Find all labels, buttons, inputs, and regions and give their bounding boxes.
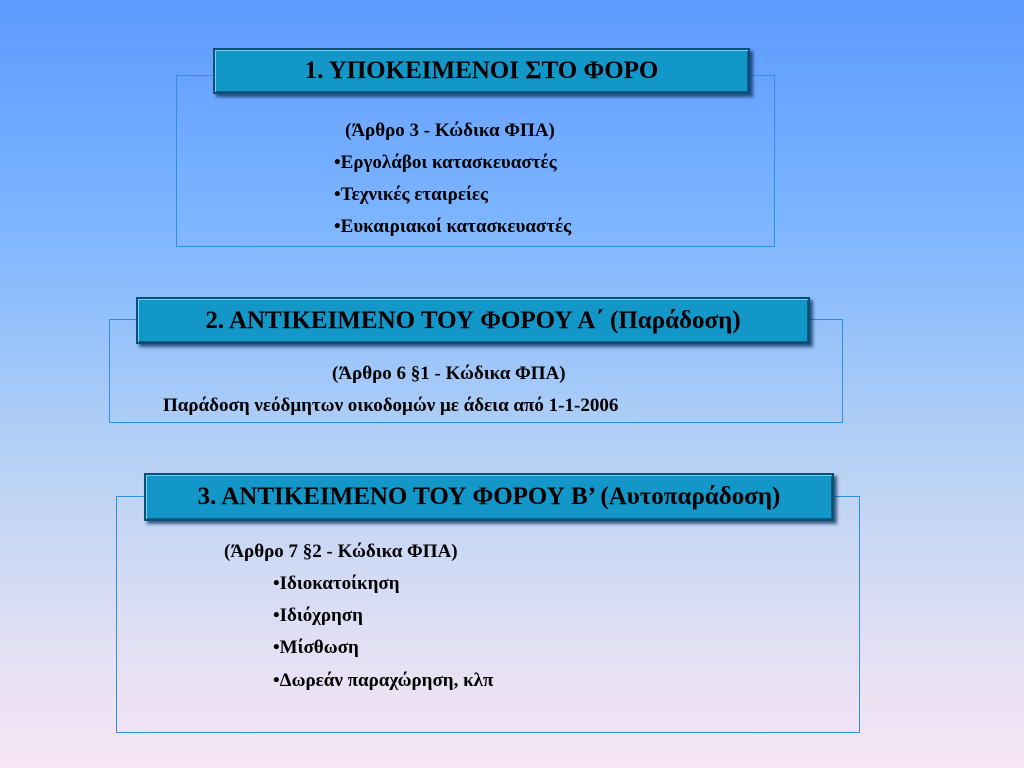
section1-item: •Τεχνικές εταιρείες — [334, 184, 488, 205]
section3-item: •Ιδιόχρηση — [273, 605, 363, 626]
section1-title-banner — [213, 48, 750, 94]
section1-item: •Ευκαιριακοί κατασκευαστές — [334, 216, 572, 237]
section1-reference: (Άρθρο 3 - Κώδικα ΦΠΑ) — [345, 120, 555, 141]
section3-title: 3. ΑΝΤΙΚΕΙΜΕΝΟ ΤΟΥ ΦΟΡΟΥ Β’ (Αυτοπαράδοση) — [197, 483, 781, 510]
section3-reference: (Άρθρο 7 §2 - Κώδικα ΦΠΑ) — [224, 541, 458, 562]
section2-title-banner — [136, 297, 810, 344]
section1-item: •Εργολάβοι κατασκευαστές — [334, 152, 557, 173]
section3-title-banner — [144, 473, 834, 521]
section3-box — [116, 496, 860, 733]
section2-text: Παράδοση νεόδμητων οικοδομών με άδεια από 1-1-2006 — [163, 395, 619, 416]
section3-item: •Μίσθωση — [273, 637, 359, 658]
section2-title: 2. ΑΝΤΙΚΕΙΜΕΝΟ ΤΟΥ ΦΟΡΟΥ Α΄ (Παράδοση) — [205, 306, 741, 334]
section3-item: •Ιδιοκατοίκηση — [273, 573, 400, 594]
section2-reference: (Άρθρο 6 §1 - Κώδικα ΦΠΑ) — [332, 363, 566, 384]
section3-item: •Δωρεάν παραχώρηση, κλπ — [273, 670, 494, 691]
section1-title: 1. ΥΠΟΚΕΙΜΕΝΟΙ ΣΤΟ ΦΟΡΟ — [304, 57, 659, 84]
